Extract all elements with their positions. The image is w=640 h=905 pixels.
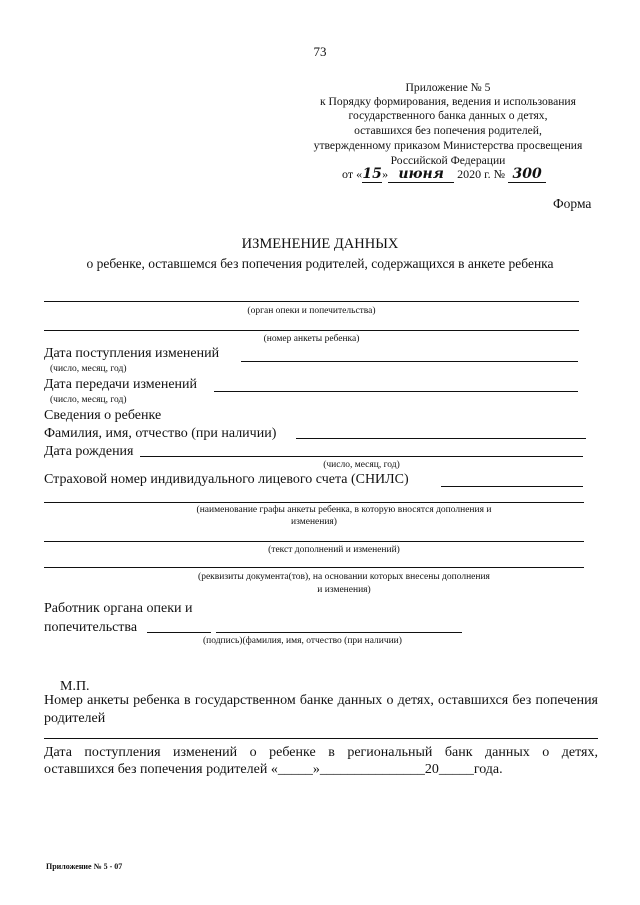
form-number-line: [44, 330, 579, 331]
date-mid: »: [382, 167, 389, 181]
snils-label: Страховой номер индивидуального лицевого счета (СНИЛС): [44, 472, 409, 487]
header-line-2: к Порядку формирования, ведения и использования: [320, 95, 576, 108]
document-details-line: [44, 567, 584, 568]
page-number: 73: [313, 44, 327, 59]
date-month: июня: [388, 166, 454, 183]
birth-date-line: [140, 456, 583, 457]
stamp-label: М.П.: [60, 679, 90, 694]
document-details-caption-2: и изменения): [317, 585, 371, 595]
guardianship-body-caption: (орган опеки и попечительства): [247, 306, 376, 316]
document-title: ИЗМЕНЕНИЕ ДАННЫХ: [241, 236, 399, 252]
header-line-5: утвержденному приказом Министерства просвещения: [313, 139, 583, 152]
form-number-caption: (номер анкеты ребенка): [263, 334, 360, 344]
date-prefix: от «: [342, 167, 363, 181]
regional-receipt-text-1: Дата поступления изменений о ребенке в региональный банк данных о детях,: [44, 745, 598, 760]
section-name-caption-1: (наименование графы анкеты ребенка, в которую вносятся дополнения и: [196, 505, 492, 515]
regional-receipt-text-2: оставшихся без попечения родителей «_____»_______________20_____года.: [44, 762, 503, 777]
child-info-label: Сведения о ребенке: [44, 408, 162, 423]
worker-label-1: Работник органа опеки и: [44, 601, 193, 616]
form-label: Форма: [553, 196, 592, 211]
appendix-title: Приложение № 5: [405, 81, 491, 94]
signature-line: [147, 632, 211, 633]
footer-note: Приложение № 5 - 07: [46, 862, 123, 871]
receipt-date-caption: (число, месяц, год): [50, 364, 127, 374]
date-year: 2020 г. №: [457, 167, 506, 181]
transfer-date-label: Дата передачи изменений: [44, 377, 198, 392]
full-name-label: Фамилия, имя, отчество (при наличии): [44, 426, 277, 441]
section-name-line: [44, 502, 584, 503]
state-bank-number-line: [44, 738, 598, 739]
header-line-3: государственного банка данных о детях,: [348, 109, 548, 122]
receipt-date-line: [241, 361, 578, 362]
order-number: 300: [508, 166, 546, 183]
document-details-caption-1: (реквизиты документа(тов), на основании которых внесены дополнения: [198, 572, 490, 582]
birth-date-label: Дата рождения: [44, 444, 134, 459]
transfer-date-line: [214, 391, 578, 392]
transfer-date-caption: (число, месяц, год): [50, 395, 127, 405]
guardianship-body-line: [44, 301, 579, 302]
document-subtitle: о ребенке, оставшемся без попечения родителей, содержащихся в анкете ребенка: [86, 256, 554, 271]
header-line-6: Российской Федерации: [390, 154, 506, 167]
order-date-line: [342, 166, 546, 183]
worker-name-line: [216, 632, 462, 633]
birth-date-caption: (число, месяц, год): [323, 460, 400, 470]
receipt-date-label: Дата поступления изменений: [44, 346, 220, 361]
section-name-caption-2: изменения): [291, 517, 337, 527]
state-bank-number-text: Номер анкеты ребенка в государственном банке данных о детях, оставшихся без попечения родителей: [44, 693, 598, 726]
signature-caption: (подпись)(фамилия, имя, отчество (при наличии): [203, 636, 402, 646]
header-line-4: оставшихся без попечения родителей,: [354, 124, 542, 137]
snils-line: [441, 486, 583, 487]
changes-text-caption: (текст дополнений и изменений): [268, 545, 400, 555]
worker-label-2: попечительства: [44, 620, 138, 635]
changes-text-line: [44, 541, 584, 542]
full-name-line: [296, 438, 586, 439]
date-day: 15: [362, 166, 382, 182]
